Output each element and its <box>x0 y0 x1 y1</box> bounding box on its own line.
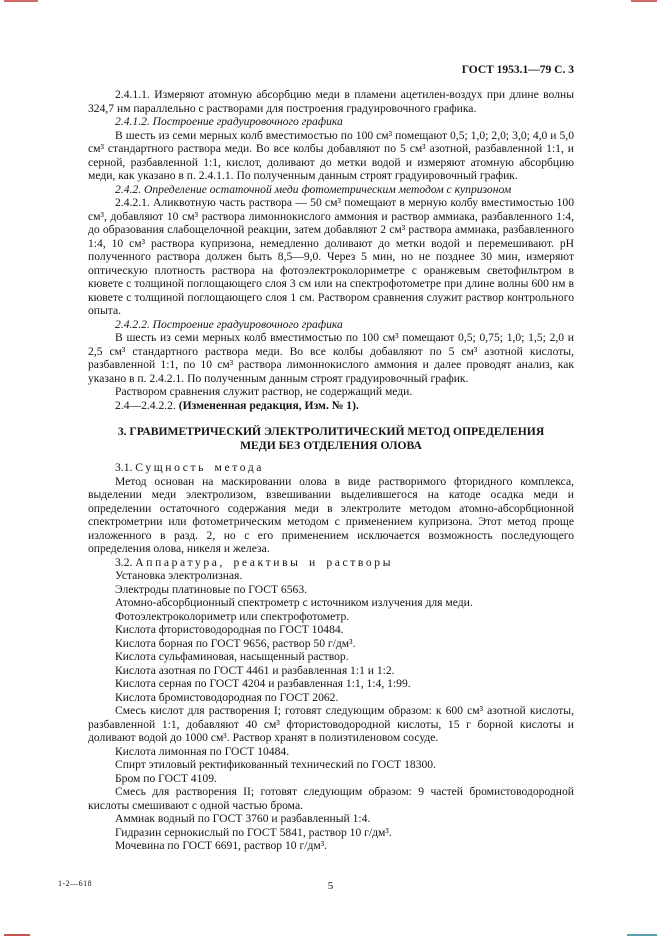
subsection-3-1-number: 3.1. <box>115 461 136 474</box>
scan-artifact-top-right <box>631 0 657 2</box>
print-order-code: 1-2—618 <box>58 879 93 888</box>
reagent-item: Установка электролизная. <box>115 569 243 582</box>
subsection-3-2-title <box>88 556 574 570</box>
page-number: 5 <box>327 880 334 892</box>
paragraph-2-4-2-1: 2.4.2.1. Аликвотную часть раствора — 50 см³ помещают в мерную колбу вместимостью 100 см³, добавляют 10 см³ раствора лимоннокислого аммония и раствор аммиака, разбавленного 1:4, до образования слабощелочной реакции, затем добавляют 2 см³ раствора аммиака, разбавленного 1:4, 10 см³ раствора купризона, немедленно доливают до метки водой и перемешивают. рН полученного раствора должен быть 8,5—9,0. Через 5 мин, но не позднее 30 мин, измеряют оптическую плотность раствора на фотоэлектроколориметре с оранжевым светофильтром в кювете с толщиной поглощающего слоя 3 см или на спектрофотометре при длине волны 600 нм в кювете с толщиной поглощающего слоя 1 см. Раствором сравнения служит раствор контрольного опыта. <box>88 196 574 317</box>
document-reference: ГОСТ 1953.1—79 С. 3 <box>461 64 574 76</box>
reagent-item: Бром по ГОСТ 4109. <box>115 771 217 785</box>
document-body <box>88 88 574 853</box>
section-3-heading-line2: МЕДИ БЕЗ ОТДЕЛЕНИЯ ОЛОВА <box>240 438 422 452</box>
section-3-heading <box>98 425 564 452</box>
scan-artifact-top-left <box>4 0 38 2</box>
paragraph-2-4-2-2-title: 2.4.2.2. Построение градуировочного графика <box>115 317 343 331</box>
reagent-item: Спирт этиловый ректификованный технический по ГОСТ 18300. <box>115 758 437 771</box>
reagent-item: Фотоэлектроколориметр или спектрофотометр. <box>115 609 350 623</box>
paragraph-2-4-1-2-title: 2.4.1.2. Построение градуировочного графика <box>115 115 343 128</box>
subsection-3-1-label: Сущность метода <box>135 461 265 474</box>
section-3-heading-line1: 3. ГРАВИМЕТРИЧЕСКИЙ ЭЛЕКТРОЛИТИЧЕСКИЙ МЕТОД ОПРЕДЕЛЕНИЯ <box>117 425 545 438</box>
subsection-3-2-number: 3.2. <box>115 555 136 569</box>
paragraph-amendment <box>88 399 574 413</box>
reagent-item: Мочевина по ГОСТ 6691, раствор 10 г/дм³. <box>115 839 328 852</box>
reagent-item: Кислота борная по ГОСТ 9656, раствор 50 г/дм³. <box>115 636 356 650</box>
reagent-item: Смесь кислот для растворения I; готовят следующим образом: к 600 см³ азотной кислоты, разбавленной 1:1, добавляют 40 см³ фтористоводородной кислоты, 15 г борной кислоты и доливают водой до 1000 см³. Раствор хранят в полиэтиленовом сосуде. <box>88 704 574 744</box>
reagent-item: Смесь для растворения II; готовят следующим образом: 9 частей бромистоводородной кислоты смешивают с одной частью брома. <box>88 785 574 812</box>
paragraph-comparison-solution: Раствором сравнения служит раствор, не содержащий меди. <box>115 385 413 398</box>
reagent-item: Аммиак водный по ГОСТ 3760 и разбавленный 1:4. <box>115 812 371 825</box>
reagent-item: Электроды платиновые по ГОСТ 6563. <box>115 582 308 596</box>
paragraph-2-4-2-2-text: В шесть из семи мерных колб вместимостью по 100 см³ помещают 0,5; 0,75; 1,0; 1,5; 2,0 и 2,5 см³ стандартного раствора меди. Во все колбы добавляют по 5 см³ азотной кислоты, разбавленной 1:1, по 10 см³ раствора лимоннокислого аммония и далее проводят анализ, как указано в п. 2.4.2.1. По полученным данным строят градуировочный график. <box>88 331 574 385</box>
reagent-item: Кислота фтористоводородная по ГОСТ 10484. <box>115 623 344 636</box>
subsection-3-2-label: Аппаратура, реактивы и растворы <box>135 555 394 569</box>
reagent-item: Гидразин сернокислый по ГОСТ 5841, раствор 10 г/дм³. <box>115 825 392 839</box>
subsection-3-1-title <box>88 461 574 475</box>
paragraph-method-essence: Метод основан на маскировании олова в виде растворимого фторидного комплекса, выделении меди электролизом, взвешивании выделившегося на катоде осадка меди и определении остаточного содержания меди в электролите методом атомно-абсорбционной спектрометрии или фотометрическим методом с применением купризона. Этот метод проще изложенного в разд. 2, но с его применением исключается возможность последующего определения олова, никеля и железа. <box>88 474 574 555</box>
paragraph-2-4-1-2-text: В шесть из семи мерных колб вместимостью по 100 см³ помещают 0,5; 1,0; 2,0; 3,0; 4,0 и 5,0 см³ стандартного раствора меди. Во все колбы добавляют по 5 см³ азотной, разбавленной 1:1, и серной, разбавленной 1:1, кислот, доливают до метки водой и измеряют атомную абсорбцию меди, как указано в п. 2.4.1.1. По полученным данным строят градуировочный график. <box>88 128 574 182</box>
amendment-note: (Измененная редакция, Изм. № 1). <box>178 398 359 412</box>
reagent-item: Кислота азотная по ГОСТ 4461 и разбавленная 1:1 и 1:2. <box>115 663 395 677</box>
paragraph-2-4-1-1: 2.4.1.1. Измеряют атомную абсорбцию меди в пламени ацетилен-воздух при длине волны 324,7 нм параллельно с растворами для построения градуировочного графика. <box>88 88 574 115</box>
reagent-item: Кислота серная по ГОСТ 4204 и разбавленная 1:1, 1:4, 1:99. <box>115 677 411 690</box>
paragraph-2-4-2-title: 2.4.2. Определение остаточной меди фотометрическим методом с купризоном <box>115 182 512 196</box>
reagent-item: Кислота лимонная по ГОСТ 10484. <box>115 744 290 758</box>
amendment-range: 2.4—2.4.2.2. <box>115 398 179 412</box>
reagent-item: Атомно-абсорбционный спектрометр с источником излучения для меди. <box>115 596 473 609</box>
reagent-item: Кислота бромистоводородная по ГОСТ 2062. <box>115 690 339 704</box>
reagent-item: Кислота сульфаминовая, насыщенный раствор. <box>115 650 349 663</box>
